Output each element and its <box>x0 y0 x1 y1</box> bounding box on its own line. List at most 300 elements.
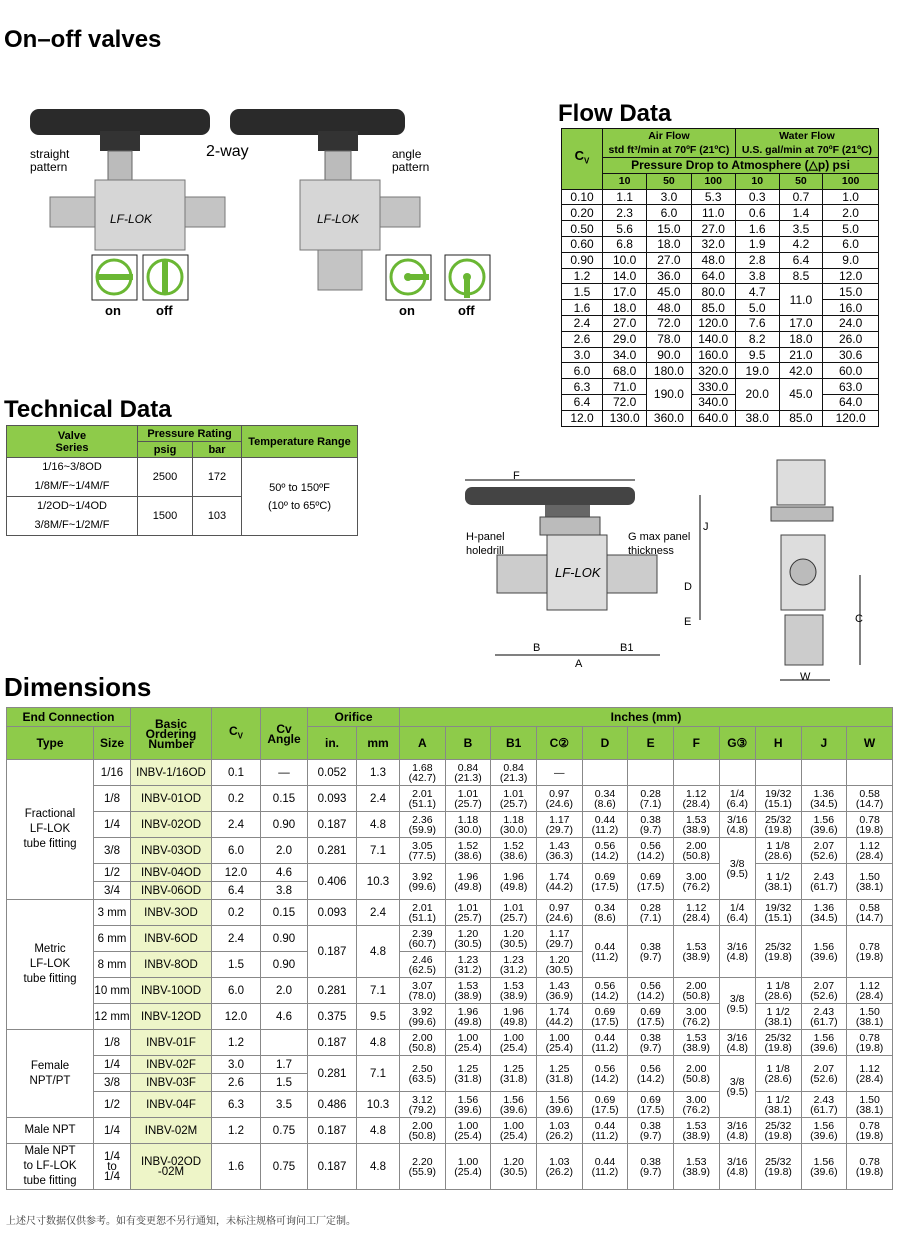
dim-cell-h: 1 1/2 (38.1) <box>755 1092 801 1118</box>
label-2way: 2-way <box>206 143 249 160</box>
dim-cell-e: 0.38 (9.7) <box>628 1030 674 1056</box>
straight-valve-image <box>30 109 225 250</box>
title-flow: Flow Data <box>558 100 672 127</box>
dim-cell-f: 1.53 (38.9) <box>673 812 719 838</box>
dim-cell-c: 0.97 (24.6) <box>536 900 582 926</box>
flow-cell: 64.0 <box>691 268 735 284</box>
flow-cell: 10.0 <box>603 252 647 268</box>
flow-cell: 5.0 <box>735 300 779 316</box>
dim-cell-ang: 3.5 <box>261 1092 308 1118</box>
dim-C-label: C <box>855 613 863 625</box>
flow-cell: 27.0 <box>647 252 691 268</box>
dim-cell-size: 10 mm <box>94 978 131 1004</box>
flow-cell: 3.0 <box>647 189 691 205</box>
dim-cell-size: 1/4 to 1/4 <box>94 1144 131 1190</box>
flow-cell: 6.0 <box>562 363 603 379</box>
flow-cell: 120.0 <box>823 410 879 426</box>
dim-cell-size: 3/4 <box>94 882 131 900</box>
dim-cell-mm: 4.8 <box>357 1030 400 1056</box>
dim-col-6: F <box>673 727 719 760</box>
dim-cell-d: 0.44 (11.2) <box>582 1144 628 1190</box>
dim-cell-w: 1.50 (38.1) <box>847 1004 893 1030</box>
dim-cell-cv: 0.2 <box>212 900 261 926</box>
dim-cell-b1: 1.96 (49.8) <box>491 864 537 900</box>
tech-valve-header: Valve Series <box>7 426 138 458</box>
dim-cell-mm: 4.8 <box>357 926 400 978</box>
flow-cell: 2.6 <box>562 331 603 347</box>
dim-cell-g <box>719 760 755 786</box>
dim-cell-ang: 0.75 <box>261 1118 308 1144</box>
dim-A-label: A <box>575 658 583 670</box>
label-angle: angle pattern <box>392 147 430 174</box>
flow-col-1: 50 <box>647 173 691 189</box>
tech-psig-1: 2500 <box>138 458 193 497</box>
flow-cell: 15.0 <box>823 284 879 300</box>
dim-cell-b: 1.96 (49.8) <box>445 1004 491 1030</box>
dim-cell-size: 1/8 <box>94 786 131 812</box>
flow-cell: 1.9 <box>735 236 779 252</box>
dim-cell-f: 1.53 (38.9) <box>673 1118 719 1144</box>
dim-cell-b: 1.18 (30.0) <box>445 812 491 838</box>
flow-cell: 85.0 <box>691 300 735 316</box>
dim-cell-ang: 3.8 <box>261 882 308 900</box>
dim-cell-ang: 0.90 <box>261 952 308 978</box>
flow-cell: 1.6 <box>562 300 603 316</box>
dim-cell-c: 1.43 (36.9) <box>536 978 582 1004</box>
flow-cell: 130.0 <box>603 410 647 426</box>
dim-cell-ang: 0.75 <box>261 1144 308 1190</box>
dim-cell-c: 1.03 (26.2) <box>536 1144 582 1190</box>
dim-type-header: Type <box>7 727 94 760</box>
water-flow-header: Water Flow U.S. gal/min at 70ºF (21ºC) <box>735 129 878 158</box>
dim-cell-b: 1.52 (38.6) <box>445 838 491 864</box>
dim-cell-a: 2.50 (63.5) <box>400 1056 446 1092</box>
flow-cell: 15.0 <box>647 221 691 237</box>
dim-cell-w: 0.78 (19.8) <box>847 1118 893 1144</box>
dim-cell-ang: 4.6 <box>261 1004 308 1030</box>
on-icon-angle <box>386 255 431 300</box>
dim-cell-a: 2.46 (62.5) <box>400 952 446 978</box>
dim-cell-h: 25/32 (19.8) <box>755 812 801 838</box>
flow-cell: 140.0 <box>691 331 735 347</box>
dim-cell-num: INBV-02OD -02M <box>131 1144 212 1190</box>
flow-cell: 27.0 <box>691 221 735 237</box>
flow-cell: 20.0 <box>735 379 779 411</box>
flow-cell: 48.0 <box>647 300 691 316</box>
dim-cell-j: 1.56 (39.6) <box>801 926 847 978</box>
dim-cell-b1: 1.96 (49.8) <box>491 1004 537 1030</box>
dim-cell-size: 1/4 <box>94 1056 131 1074</box>
dim-cell-in: 0.187 <box>308 926 357 978</box>
dim-cell-in: 0.281 <box>308 1056 357 1092</box>
dim-cell-j: 1.56 (39.6) <box>801 1030 847 1056</box>
flow-cell: 27.0 <box>603 315 647 331</box>
flow-cell: 11.0 <box>691 205 735 221</box>
dim-cell-mm: 7.1 <box>357 1056 400 1092</box>
dim-cell-h: 1 1/2 (38.1) <box>755 864 801 900</box>
dim-cell-d: 0.44 (11.2) <box>582 1118 628 1144</box>
dim-cell-j <box>801 760 847 786</box>
dim-cell-h: 25/32 (19.8) <box>755 1118 801 1144</box>
dim-cell-a: 2.01 (51.1) <box>400 900 446 926</box>
dim-cell-c: 1.17 (29.7) <box>536 926 582 952</box>
flow-cell: 8.5 <box>779 268 823 284</box>
dim-cell-cv: 3.0 <box>212 1056 261 1074</box>
flow-cell: 1.5 <box>562 284 603 300</box>
dim-cell-size: 3/8 <box>94 1074 131 1092</box>
dim-col-7: G③ <box>719 727 755 760</box>
dim-cell-w: 0.78 (19.8) <box>847 812 893 838</box>
air-flow-header: Air Flow std ft³/min at 70ºF (21ºC) <box>603 129 736 158</box>
dim-cell-b: 1.25 (31.8) <box>445 1056 491 1092</box>
dim-cell-e: 0.69 (17.5) <box>628 1092 674 1118</box>
dim-cell-d <box>582 760 628 786</box>
tech-temp-range: 50º to 150ºF (10º to 65ºC) <box>242 458 358 536</box>
title-dim: Dimensions <box>4 672 152 702</box>
dim-cell-b: 1.00 (25.4) <box>445 1118 491 1144</box>
flow-cell: 29.0 <box>603 331 647 347</box>
dim-cell-cv: 0.1 <box>212 760 261 786</box>
dim-cell-cv: 2.4 <box>212 926 261 952</box>
flow-col-4: 50 <box>779 173 823 189</box>
tech-pressure-header: Pressure Rating <box>138 426 242 442</box>
dim-cell-size: 1/4 <box>94 1118 131 1144</box>
flow-cell: 18.0 <box>647 236 691 252</box>
dim-cell-size: 3 mm <box>94 900 131 926</box>
dim-cell-a: 2.01 (51.1) <box>400 786 446 812</box>
dim-cell-f: 3.00 (76.2) <box>673 1004 719 1030</box>
dim-cell-f: 2.00 (50.8) <box>673 978 719 1004</box>
dim-cell-ang: 2.0 <box>261 838 308 864</box>
dim-cell-c: 1.17 (29.7) <box>536 812 582 838</box>
flow-cell: 6.4 <box>562 394 603 410</box>
dim-cell-g: 3/8 (9.5) <box>719 838 755 900</box>
dim-cell-g: 3/16 (4.8) <box>719 926 755 978</box>
dim-cell-b1: 1.52 (38.6) <box>491 838 537 864</box>
label-off-1: off <box>156 303 173 318</box>
dim-cell-g: 3/8 (9.5) <box>719 1056 755 1118</box>
dim-type-maletube: Male NPT to LF-LOK tube fitting <box>7 1144 94 1190</box>
label-hpanel: H-panel holedrill <box>466 531 505 557</box>
dim-cell-size: 1/16 <box>94 760 131 786</box>
flow-cell: 2.8 <box>735 252 779 268</box>
flow-cell: 38.0 <box>735 410 779 426</box>
dim-cell-j: 1.56 (39.6) <box>801 1118 847 1144</box>
flow-cell: 330.0 <box>691 379 735 395</box>
flow-cell: 2.0 <box>823 205 879 221</box>
dim-cell-size: 1/2 <box>94 864 131 882</box>
dim-cell-f <box>673 760 719 786</box>
dim-B-label: B <box>533 642 541 654</box>
dim-cell-num: INBV-01F <box>131 1030 212 1056</box>
dim-cell-w: 0.58 (14.7) <box>847 786 893 812</box>
dim-cell-f: 3.00 (76.2) <box>673 1092 719 1118</box>
flow-cell: 48.0 <box>691 252 735 268</box>
dim-cell-j: 2.07 (52.6) <box>801 838 847 864</box>
dim-cell-d: 0.56 (14.2) <box>582 838 628 864</box>
dim-cell-cv: 1.2 <box>212 1118 261 1144</box>
flow-cell: 120.0 <box>691 315 735 331</box>
flow-cell: 12.0 <box>823 268 879 284</box>
dim-cell-a: 2.20 (55.9) <box>400 1144 446 1190</box>
flow-cell: 0.50 <box>562 221 603 237</box>
flow-cell: 6.3 <box>562 379 603 395</box>
flow-cell: 6.0 <box>823 236 879 252</box>
dim-basic-header: Basic Ordering Number <box>131 708 212 760</box>
dim-cell-e: 0.69 (17.5) <box>628 1004 674 1030</box>
flow-cell: 32.0 <box>691 236 735 252</box>
flow-cell: 36.0 <box>647 268 691 284</box>
flow-cell: 72.0 <box>647 315 691 331</box>
flow-cell: 360.0 <box>647 410 691 426</box>
flow-cell: 16.0 <box>823 300 879 316</box>
flow-cell: 5.0 <box>823 221 879 237</box>
dim-cell-ang: 0.15 <box>261 900 308 926</box>
dim-cell-h: 1 1/8 (28.6) <box>755 1056 801 1092</box>
tech-bar-2: 103 <box>193 497 242 536</box>
dim-cell-b: 1.53 (38.9) <box>445 978 491 1004</box>
label-on-2: on <box>399 303 415 318</box>
dim-cell-c: 1.74 (44.2) <box>536 1004 582 1030</box>
flow-col-2: 100 <box>691 173 735 189</box>
dim-cell-mm: 9.5 <box>357 1004 400 1030</box>
dim-cell-ang: 4.6 <box>261 864 308 882</box>
dim-cell-num: INBV-02OD <box>131 812 212 838</box>
dim-cell-b1: 1.18 (30.0) <box>491 812 537 838</box>
flow-cell: 17.0 <box>603 284 647 300</box>
on-icon-straight <box>92 255 137 300</box>
dim-cell-e: 0.56 (14.2) <box>628 1056 674 1092</box>
dim-cell-cv: 6.4 <box>212 882 261 900</box>
flow-cell: 17.0 <box>779 315 823 331</box>
flow-cell: 0.7 <box>779 189 823 205</box>
dim-cell-ang: 2.0 <box>261 978 308 1004</box>
dim-cell-d: 0.69 (17.5) <box>582 1092 628 1118</box>
dim-cell-cv: 2.6 <box>212 1074 261 1092</box>
dim-cell-b1: 1.56 (39.6) <box>491 1092 537 1118</box>
dim-cell-ang: 1.5 <box>261 1074 308 1092</box>
label-on-1: on <box>105 303 121 318</box>
flow-cell: 0.10 <box>562 189 603 205</box>
flow-cell: 68.0 <box>603 363 647 379</box>
off-icon-straight <box>143 255 188 300</box>
dim-cell-d: 0.69 (17.5) <box>582 864 628 900</box>
flow-cell: 4.7 <box>735 284 779 300</box>
brand-label-2: LF-LOK <box>317 212 360 226</box>
pressure-drop-header: Pressure Drop to Atmosphere (△p) psi <box>603 158 879 174</box>
dim-cell-in: 0.406 <box>308 864 357 900</box>
dim-cell-ang: 0.90 <box>261 926 308 952</box>
dim-col-1: B <box>445 727 491 760</box>
dim-cell-e: 0.69 (17.5) <box>628 864 674 900</box>
flow-cell: 60.0 <box>823 363 879 379</box>
flow-cell: 3.0 <box>562 347 603 363</box>
dim-cell-e: 0.38 (9.7) <box>628 1118 674 1144</box>
dim-cell-mm: 10.3 <box>357 864 400 900</box>
dim-cell-g: 1/4 (6.4) <box>719 786 755 812</box>
dim-cell-in: 0.187 <box>308 1144 357 1190</box>
dim-cell-in: 0.052 <box>308 760 357 786</box>
dim-cell-h: 1 1/8 (28.6) <box>755 838 801 864</box>
dim-F-label: F <box>513 470 520 482</box>
dim-cell-in: 0.093 <box>308 786 357 812</box>
dim-cell-h: 25/32 (19.8) <box>755 926 801 978</box>
flow-cell: 6.0 <box>647 205 691 221</box>
dim-type-frac: Fractional LF-LOK tube fitting <box>7 760 94 900</box>
dim-cell-a: 2.00 (50.8) <box>400 1030 446 1056</box>
dim-cell-a: 2.39 (60.7) <box>400 926 446 952</box>
dim-cell-j: 2.43 (61.7) <box>801 864 847 900</box>
dim-cell-e: 0.38 (9.7) <box>628 1144 674 1190</box>
dim-cell-in: 0.486 <box>308 1092 357 1118</box>
flow-cell: 3.8 <box>735 268 779 284</box>
dim-cell-h: 25/32 (19.8) <box>755 1144 801 1190</box>
dim-cell-cv: 6.3 <box>212 1092 261 1118</box>
dim-type-female: Female NPT/PT <box>7 1030 94 1118</box>
dim-cell-d: 0.56 (14.2) <box>582 1056 628 1092</box>
dim-cell-b1: 1.01 (25.7) <box>491 900 537 926</box>
dim-cell-e <box>628 760 674 786</box>
flow-cell: 9.0 <box>823 252 879 268</box>
dim-cell-num: INBV-06OD <box>131 882 212 900</box>
tech-bar-1: 172 <box>193 458 242 497</box>
dim-cell-h: 19/32 (15.1) <box>755 786 801 812</box>
dim-end-header: End Connection <box>7 708 131 727</box>
dim-cell-b: 0.84 (21.3) <box>445 760 491 786</box>
dim-E-label: E <box>684 616 692 628</box>
dim-cell-g: 3/16 (4.8) <box>719 1144 755 1190</box>
dim-cell-d: 0.69 (17.5) <box>582 1004 628 1030</box>
dim-cell-a: 2.36 (59.9) <box>400 812 446 838</box>
flow-cell: 340.0 <box>691 394 735 410</box>
dim-cell-j: 1.36 (34.5) <box>801 900 847 926</box>
dim-col-2: B1 <box>491 727 537 760</box>
dim-cell-c: — <box>536 760 582 786</box>
dim-cell-mm: 2.4 <box>357 786 400 812</box>
dim-D-label: D <box>684 581 692 593</box>
dim-cell-e: 0.56 (14.2) <box>628 838 674 864</box>
dim-cell-b1: 1.20 (30.5) <box>491 1144 537 1190</box>
footnote: 上述尺寸数据仅供参考。如有变更恕不另行通知，未标注规格可询问工厂定制。 <box>6 1216 356 1227</box>
dim-col-0: A <box>400 727 446 760</box>
label-gmax: G max panel thickness <box>628 531 691 557</box>
flow-cell: 78.0 <box>647 331 691 347</box>
flow-cell: 2.3 <box>603 205 647 221</box>
dim-cell-j: 1.56 (39.6) <box>801 812 847 838</box>
flow-cell: 1.2 <box>562 268 603 284</box>
flow-cell: 0.3 <box>735 189 779 205</box>
dim-cell-w: 0.58 (14.7) <box>847 900 893 926</box>
dim-cell-d: 0.56 (14.2) <box>582 978 628 1004</box>
flow-cell: 6.4 <box>779 252 823 268</box>
off-icon-angle <box>445 255 490 300</box>
dim-cell-f: 3.00 (76.2) <box>673 864 719 900</box>
dim-cell-c: 1.43 (36.3) <box>536 838 582 864</box>
flow-cell: 19.0 <box>735 363 779 379</box>
dim-cell-mm: 7.1 <box>357 838 400 864</box>
dim-cell-b1: 1.20 (30.5) <box>491 926 537 952</box>
flow-cell: 1.6 <box>735 221 779 237</box>
dim-cell-h: 1 1/8 (28.6) <box>755 978 801 1004</box>
dim-cell-a: 3.92 (99.6) <box>400 864 446 900</box>
dim-cell-j: 2.07 (52.6) <box>801 978 847 1004</box>
dim-cell-h: 1 1/2 (38.1) <box>755 1004 801 1030</box>
flow-cell: 18.0 <box>779 331 823 347</box>
dim-cell-size: 6 mm <box>94 926 131 952</box>
dim-cell-a: 1.68 (42.7) <box>400 760 446 786</box>
dim-cell-in: 0.375 <box>308 1004 357 1030</box>
dim-cell-b: 1.01 (25.7) <box>445 900 491 926</box>
dim-cell-b: 1.96 (49.8) <box>445 864 491 900</box>
dim-cell-ang <box>261 1030 308 1056</box>
dim-cell-in: 0.093 <box>308 900 357 926</box>
dim-cell-num: INBV-03OD <box>131 838 212 864</box>
flow-cell: 190.0 <box>647 379 691 411</box>
title-tech: Technical Data <box>4 396 172 423</box>
dim-type-metric: Metric LF-LOK tube fitting <box>7 900 94 1030</box>
dim-cell-num: INBV-01OD <box>131 786 212 812</box>
dim-cell-g: 3/8 (9.5) <box>719 978 755 1030</box>
tech-bar-header: bar <box>193 442 242 458</box>
brand-label-1: LF-LOK <box>110 212 153 226</box>
dim-cvangle-header: Cv Angle <box>261 708 308 760</box>
flow-col-5: 100 <box>823 173 879 189</box>
dim-cell-b: 1.01 (25.7) <box>445 786 491 812</box>
dim-cell-d: 0.44 (11.2) <box>582 926 628 978</box>
dim-cell-b1: 1.00 (25.4) <box>491 1030 537 1056</box>
dim-cell-g: 1/4 (6.4) <box>719 900 755 926</box>
flow-cell: 8.2 <box>735 331 779 347</box>
dim-cell-f: 2.00 (50.8) <box>673 1056 719 1092</box>
dim-cell-b1: 1.23 (31.2) <box>491 952 537 978</box>
dim-cell-c: 1.56 (39.6) <box>536 1092 582 1118</box>
dim-cell-b: 1.23 (31.2) <box>445 952 491 978</box>
tech-psig-2: 1500 <box>138 497 193 536</box>
flow-cell: 0.6 <box>735 205 779 221</box>
dim-orifice-header: Orifice <box>308 708 400 727</box>
tech-series-1: 1/16~3/8OD 1/8M/F~1/4M/F <box>7 458 138 497</box>
dim-cell-e: 0.28 (7.1) <box>628 900 674 926</box>
dim-J-label: J <box>703 521 709 533</box>
dim-cell-size: 12 mm <box>94 1004 131 1030</box>
dim-cell-j: 2.43 (61.7) <box>801 1092 847 1118</box>
dim-cell-w: 1.50 (38.1) <box>847 1092 893 1118</box>
flow-col-0: 10 <box>603 173 647 189</box>
dim-cell-e: 0.56 (14.2) <box>628 978 674 1004</box>
dim-cell-d: 0.34 (8.6) <box>582 900 628 926</box>
dim-col-9: J <box>801 727 847 760</box>
dim-in-header: in. <box>308 727 357 760</box>
dimension-drawing <box>455 455 895 690</box>
dim-col-8: H <box>755 727 801 760</box>
flow-cell: 7.6 <box>735 315 779 331</box>
dim-cell-j: 1.36 (34.5) <box>801 786 847 812</box>
flow-cv-header: $C_V$ <box>562 129 603 190</box>
dim-cell-ang: 1.7 <box>261 1056 308 1074</box>
dim-cell-cv: 1.5 <box>212 952 261 978</box>
title-onoff: On–off valves <box>4 26 162 53</box>
dim-cell-cv: 6.0 <box>212 838 261 864</box>
dim-cell-b: 1.00 (25.4) <box>445 1144 491 1190</box>
dim-cell-d: 0.44 (11.2) <box>582 812 628 838</box>
dim-cell-b1: 1.00 (25.4) <box>491 1118 537 1144</box>
flow-cell: 72.0 <box>603 394 647 410</box>
dim-cell-num: INBV-04OD <box>131 864 212 882</box>
dim-cell-g: 3/16 (4.8) <box>719 1030 755 1056</box>
dim-cell-w: 1.50 (38.1) <box>847 864 893 900</box>
dim-cell-w <box>847 760 893 786</box>
dim-cv-header: $C_V$ <box>212 708 261 760</box>
